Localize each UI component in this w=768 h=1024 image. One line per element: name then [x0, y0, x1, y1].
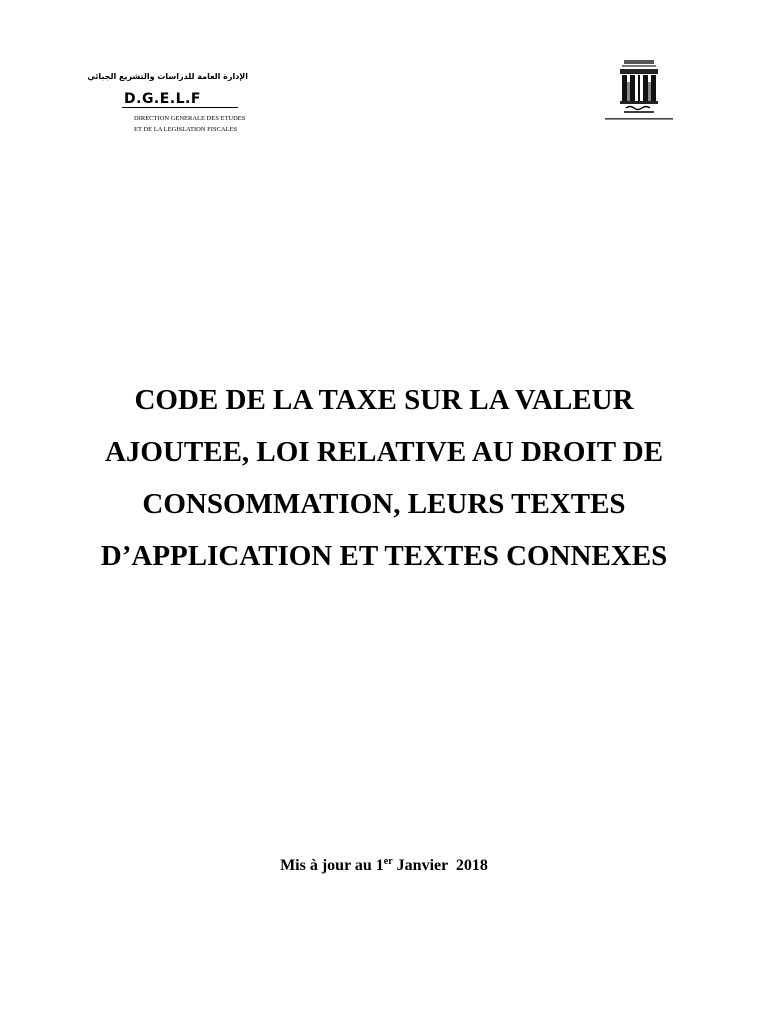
- update-superscript: er: [383, 856, 393, 867]
- update-prefix: Mis à jour au 1: [280, 857, 384, 874]
- org-header: [87, 72, 280, 135]
- update-date: [184, 857, 584, 875]
- update-suffix: Janvier 2018: [392, 857, 488, 874]
- org-acronym: D.G.E.L.F: [124, 91, 201, 107]
- org-subtitle-line-1: DIRECTION GENERALE DES ETUDES: [134, 115, 246, 122]
- document-title: [84, 374, 684, 582]
- org-arabic-name: الإدارة العامة للدراسات والتشريع الجبائي: [87, 72, 248, 81]
- title-line-3: CONSOMMATION, LEURS TEXTES: [142, 488, 626, 520]
- org-subtitle-line-2: ET DE LA LEGISLATION FISCALES: [134, 126, 238, 133]
- header-divider: [122, 107, 238, 108]
- title-line-1: CODE DE LA TAXE SUR LA VALEUR: [134, 384, 634, 416]
- title-line-2: AJOUTEE, LOI RELATIVE AU DROIT DE: [104, 436, 664, 468]
- title-line-4: D’APPLICATION ET TEXTES CONNEXES: [100, 540, 668, 572]
- ministry-emblem-icon: [602, 58, 676, 124]
